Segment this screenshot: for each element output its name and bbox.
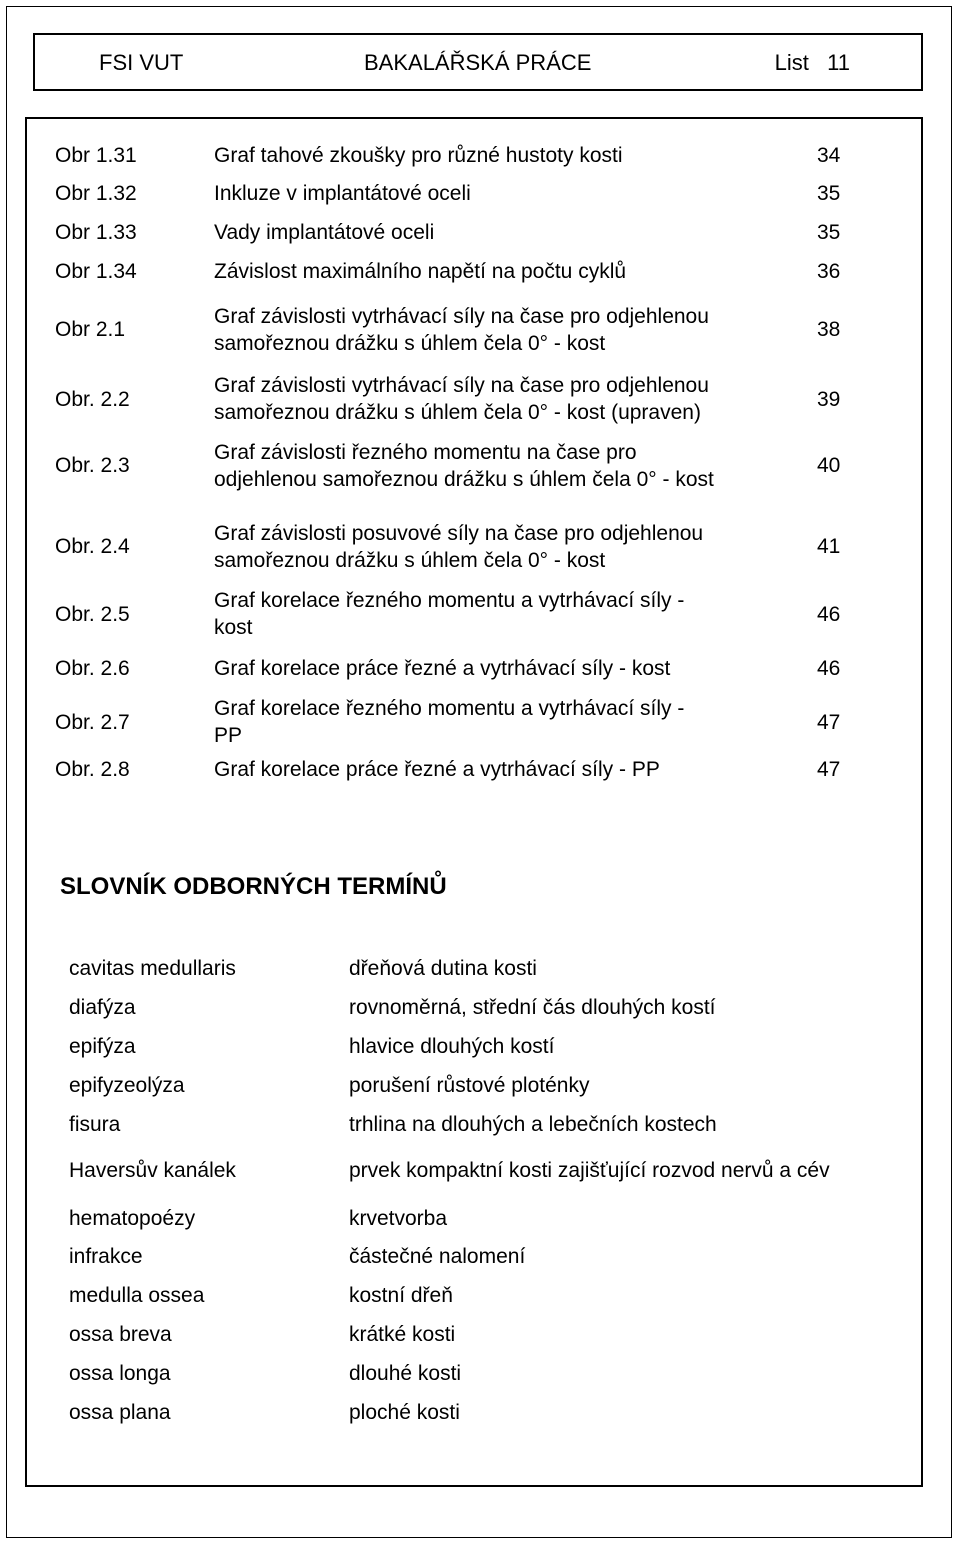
glossary-row bbox=[27, 1242, 921, 1270]
header-thesis-type: BAKALÁŘSKÁ PRÁCE bbox=[364, 50, 592, 75]
figure-page: 35 bbox=[817, 181, 841, 205]
glossary-row bbox=[27, 1398, 921, 1426]
glossary-term: epifyzeolýza bbox=[69, 1073, 185, 1097]
figure-page: 34 bbox=[817, 143, 841, 167]
figure-row bbox=[27, 641, 921, 695]
figure-row bbox=[27, 218, 921, 246]
glossary-definition: dlouhé kosti bbox=[349, 1361, 462, 1385]
figure-page: 46 bbox=[817, 656, 841, 680]
glossary-term: infrakce bbox=[69, 1244, 143, 1268]
figure-page: 41 bbox=[817, 535, 841, 558]
glossary-definition: rovnoměrná, střední čás dlouhých kostí bbox=[349, 995, 716, 1019]
glossary-row bbox=[27, 1110, 921, 1138]
figure-page: 38 bbox=[817, 318, 841, 341]
content-area bbox=[25, 117, 923, 1487]
glossary-definition: ploché kosti bbox=[349, 1400, 460, 1424]
header-page-number: List 11 bbox=[774, 50, 850, 75]
glossary-row bbox=[27, 1204, 921, 1232]
glossary-row bbox=[27, 1320, 921, 1348]
glossary-definition: porušení růstové ploténky bbox=[349, 1073, 590, 1097]
glossary-row bbox=[27, 1359, 921, 1387]
figure-title: Graf závislosti posuvové síly na čase pro odjehlenou samořeznou drážku s úhlem čela 0° - kost bbox=[214, 521, 704, 572]
figure-row bbox=[27, 755, 921, 783]
figure-title: Vady implantátové oceli bbox=[214, 220, 435, 244]
figure-row bbox=[27, 425, 921, 506]
glossary-definition: hlavice dlouhých kostí bbox=[349, 1034, 555, 1058]
figure-number: Obr 1.31 bbox=[55, 143, 137, 167]
glossary-definition: trhlina na dlouhých a lebečních kostech bbox=[349, 1112, 717, 1136]
figure-page: 47 bbox=[817, 757, 841, 781]
figure-title: Graf korelace práce řezné a vytrhávací síly - PP bbox=[214, 757, 660, 781]
glossary-definition: dřeňová dutina kosti bbox=[349, 956, 537, 980]
figure-number: Obr 1.34 bbox=[55, 259, 137, 283]
figure-number: Obr 1.33 bbox=[55, 220, 137, 244]
glossary-row bbox=[27, 1032, 921, 1060]
figure-number: Obr 1.32 bbox=[55, 181, 137, 205]
figure-title: Závislost maximálního napětí na počtu cyklů bbox=[214, 259, 627, 283]
glossary-term: epifýza bbox=[69, 1034, 136, 1058]
glossary-term: medulla ossea bbox=[69, 1283, 205, 1307]
figure-title: Graf závislosti řezného momentu na čase pro odjehlenou samořeznou drážku s úhlem čela 0° - kost bbox=[214, 440, 714, 491]
figure-row bbox=[27, 257, 921, 285]
figure-title: Graf závislosti vytrhávací síly na čase pro odjehlenou samořeznou drážku s úhlem čela 0° - kost (upraven) bbox=[214, 374, 709, 424]
figure-title: Graf závislosti vytrhávací síly na čase pro odjehlenou samořeznou drážku s úhlem čela 0° - kost bbox=[214, 304, 709, 355]
glossary-definition: prvek kompaktní kosti zajišťující rozvod nervů a cév bbox=[349, 1158, 830, 1182]
figure-title: Graf korelace řezného momentu a vytrhávací síly - kost bbox=[214, 589, 685, 639]
header-school: FSI VUT bbox=[99, 50, 184, 75]
figure-title: Graf korelace práce řezné a vytrhávací síly - kost bbox=[214, 656, 671, 680]
figure-page: 39 bbox=[817, 387, 841, 411]
glossary-term: diafýza bbox=[69, 995, 136, 1019]
glossary-row bbox=[27, 993, 921, 1021]
glossary-definition: krátké kosti bbox=[349, 1322, 456, 1346]
glossary-term: fisura bbox=[69, 1112, 121, 1136]
glossary-term: ossa breva bbox=[69, 1322, 172, 1346]
figure-number: Obr. 2.4 bbox=[55, 535, 130, 558]
glossary-definition: kostní dřeň bbox=[349, 1283, 453, 1307]
figure-page: 35 bbox=[817, 220, 841, 244]
figure-number: Obr 2.1 bbox=[55, 318, 126, 341]
figure-row bbox=[27, 695, 921, 749]
glossary-term: ossa plana bbox=[69, 1400, 171, 1424]
figure-title: Graf tahové zkoušky pro různé hustoty kosti bbox=[214, 143, 623, 167]
figure-row bbox=[27, 506, 921, 587]
figure-row bbox=[27, 179, 921, 207]
glossary-term: Haversův kanálek bbox=[69, 1158, 236, 1182]
figure-row bbox=[27, 371, 921, 427]
figure-number: Obr. 2.5 bbox=[55, 602, 130, 626]
glossary-definition: částečné nalomení bbox=[349, 1244, 526, 1268]
glossary-row bbox=[27, 1143, 921, 1197]
glossary-definition: krvetvorba bbox=[349, 1206, 448, 1230]
glossary-row bbox=[27, 954, 921, 982]
figure-title: Graf korelace řezného momentu a vytrhávací síly - PP bbox=[214, 697, 685, 747]
figure-page: 47 bbox=[817, 710, 841, 734]
glossary-term: ossa longa bbox=[69, 1361, 171, 1385]
figure-row bbox=[27, 141, 921, 169]
figure-page: 36 bbox=[817, 259, 841, 283]
figure-page: 46 bbox=[817, 602, 841, 626]
glossary-row bbox=[27, 1071, 921, 1099]
glossary-term: cavitas medullaris bbox=[69, 956, 236, 980]
figure-number: Obr. 2.8 bbox=[55, 757, 130, 781]
figure-number: Obr. 2.3 bbox=[55, 454, 130, 477]
figure-number: Obr. 2.2 bbox=[55, 387, 130, 411]
figure-number: Obr. 2.7 bbox=[55, 710, 130, 734]
glossary-row bbox=[27, 1281, 921, 1309]
figure-page: 40 bbox=[817, 454, 841, 477]
figure-row bbox=[27, 289, 921, 370]
figure-title: Inkluze v implantátové oceli bbox=[214, 181, 471, 205]
figure-number: Obr. 2.6 bbox=[55, 656, 130, 680]
figure-row bbox=[27, 587, 921, 641]
glossary-title: SLOVNÍK ODBORNÝCH TERMÍNŮ bbox=[60, 873, 447, 900]
page-header bbox=[33, 33, 923, 91]
glossary-term: hematopoézy bbox=[69, 1206, 196, 1230]
